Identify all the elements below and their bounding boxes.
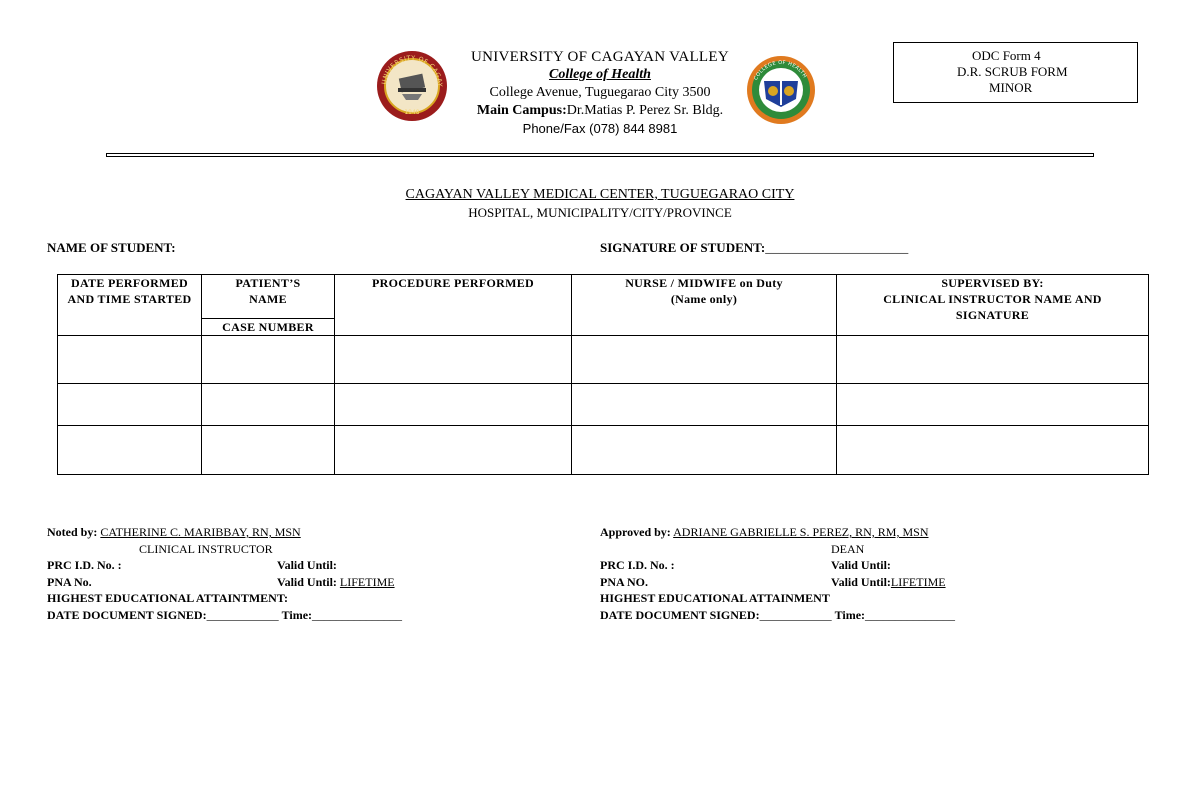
header-divider xyxy=(106,153,1094,157)
table-cell[interactable] xyxy=(837,336,1149,384)
table-cell[interactable] xyxy=(572,336,837,384)
approved-pna-valid-value: LIFETIME xyxy=(890,574,946,589)
approved-name: ADRIANE GABRIELLE S. PEREZ, RN, RM, MSN xyxy=(673,525,929,539)
table-cell[interactable] xyxy=(335,426,572,475)
university-name: UNIVERSITY OF CAGAYAN VALLEY xyxy=(470,49,729,65)
table-cell[interactable] xyxy=(837,426,1149,475)
approved-prc-label: PRC I.D. No. : xyxy=(600,558,675,572)
table-cell[interactable] xyxy=(335,384,572,426)
noted-name: CATHERINE C. MARIBBAY, RN, MSN xyxy=(100,525,301,539)
approved-date-line[interactable]: ____________ xyxy=(759,607,832,622)
approved-title: DEAN xyxy=(831,541,865,556)
noted-label: Noted by: xyxy=(47,525,98,539)
college-seal xyxy=(746,55,816,125)
hospital-block xyxy=(300,186,900,222)
col-date-header xyxy=(58,275,202,336)
student-signature-label: SIGNATURE OF STUDENT: xyxy=(600,240,766,255)
col-patient-label: PATIENT’S NAME xyxy=(235,276,301,306)
col-case-header xyxy=(202,319,335,336)
approved-date-label: DATE DOCUMENT SIGNED: xyxy=(600,607,760,622)
header-row xyxy=(58,275,1149,319)
hospital-name: CAGAYAN VALLEY MEDICAL CENTER, TUGUEGARAO CITY xyxy=(405,187,795,202)
college-name: College of Health xyxy=(549,67,651,82)
table-cell[interactable] xyxy=(58,336,202,384)
noted-date-label: DATE DOCUMENT SIGNED: xyxy=(47,607,207,622)
table-cell[interactable] xyxy=(202,384,335,426)
table-row xyxy=(58,336,1149,384)
noted-date-line[interactable]: ____________ xyxy=(206,607,279,622)
noted-pna-valid-value: LIFETIME xyxy=(339,574,395,589)
scrub-log-table xyxy=(57,274,1149,475)
left-seal-text: UNIVERSITY OF CAGAY xyxy=(380,54,444,87)
table-cell[interactable] xyxy=(572,426,837,475)
table-cell[interactable] xyxy=(202,426,335,475)
student-signature-field[interactable] xyxy=(600,240,908,256)
approved-pna-valid-label: Valid Until: xyxy=(831,574,891,589)
col-date-label: DATE PERFORMED AND TIME STARTED xyxy=(67,276,192,306)
letterhead xyxy=(430,48,770,138)
main-campus-label: Main Campus: xyxy=(476,103,567,118)
approved-by-block xyxy=(600,524,1080,623)
col-procedure-header xyxy=(335,275,572,336)
form-number: ODC Form 4 xyxy=(972,48,1041,63)
col-procedure-label: PROCEDURE PERFORMED xyxy=(371,276,535,290)
table-cell[interactable] xyxy=(572,384,837,426)
approved-time-label: Time: xyxy=(834,607,866,622)
col-nurse-header xyxy=(572,275,837,336)
student-signature-line: ______________________ xyxy=(765,240,909,255)
phone-fax: Phone/Fax (078) 844 8981 xyxy=(522,121,678,136)
table-row xyxy=(58,426,1149,475)
approved-valid-label: Valid Until: xyxy=(831,558,891,572)
table-cell[interactable] xyxy=(58,384,202,426)
approved-education-label: HIGHEST EDUCATIONAL ATTAINMENT xyxy=(600,591,830,605)
col-nurse-label: NURSE / MIDWIFE on Duty xyxy=(625,276,783,290)
approved-time-line[interactable]: _______________ xyxy=(865,607,956,622)
table-cell[interactable] xyxy=(837,384,1149,426)
college-address: College Avenue, Tuguegarao City 3500 xyxy=(489,85,711,100)
student-name-label: NAME OF STUDENT: xyxy=(47,240,176,255)
noted-prc-label: PRC I.D. No. : xyxy=(47,558,122,572)
noted-valid-label: Valid Until: xyxy=(277,558,337,572)
form-id-box xyxy=(893,42,1138,103)
table-cell[interactable] xyxy=(202,336,335,384)
approved-pna-label: PNA NO. xyxy=(600,574,648,589)
col-supervisor-header xyxy=(837,275,1149,336)
left-seal-year: 1948 xyxy=(404,109,420,116)
col-supervisor-label: SUPERVISED BY: xyxy=(941,276,1044,290)
form-category: MINOR xyxy=(989,80,1033,95)
col-case-label: CASE NUMBER xyxy=(222,320,314,334)
col-supervisor-sublabel: CLINICAL INSTRUCTOR NAME AND SIGNATURE xyxy=(883,292,1102,322)
noted-by-block xyxy=(47,524,517,623)
noted-pna-valid-label: Valid Until: xyxy=(277,574,337,589)
col-nurse-sublabel: (Name only) xyxy=(670,292,738,306)
noted-education-label: HIGHEST EDUCATIONAL ATTAINTMENT: xyxy=(47,591,288,605)
approved-label: Approved by: xyxy=(600,525,671,539)
noted-time-label: Time: xyxy=(281,607,313,622)
col-patient-header xyxy=(202,275,335,319)
main-campus xyxy=(430,102,770,120)
noted-pna-label: PNA No. xyxy=(47,574,92,589)
main-campus-value: Dr.Matias P. Perez Sr. Bldg. xyxy=(566,103,724,118)
table-cell[interactable] xyxy=(58,426,202,475)
table-row xyxy=(58,384,1149,426)
hospital-caption: HOSPITAL, MUNICIPALITY/CITY/PROVINCE xyxy=(468,205,732,220)
form-title: D.R. SCRUB FORM xyxy=(957,64,1068,79)
noted-time-line[interactable]: _______________ xyxy=(312,607,403,622)
table-cell[interactable] xyxy=(335,336,572,384)
right-seal-text: COLLEGE OF HEALTH xyxy=(753,59,808,82)
noted-title: CLINICAL INSTRUCTOR xyxy=(139,541,273,556)
